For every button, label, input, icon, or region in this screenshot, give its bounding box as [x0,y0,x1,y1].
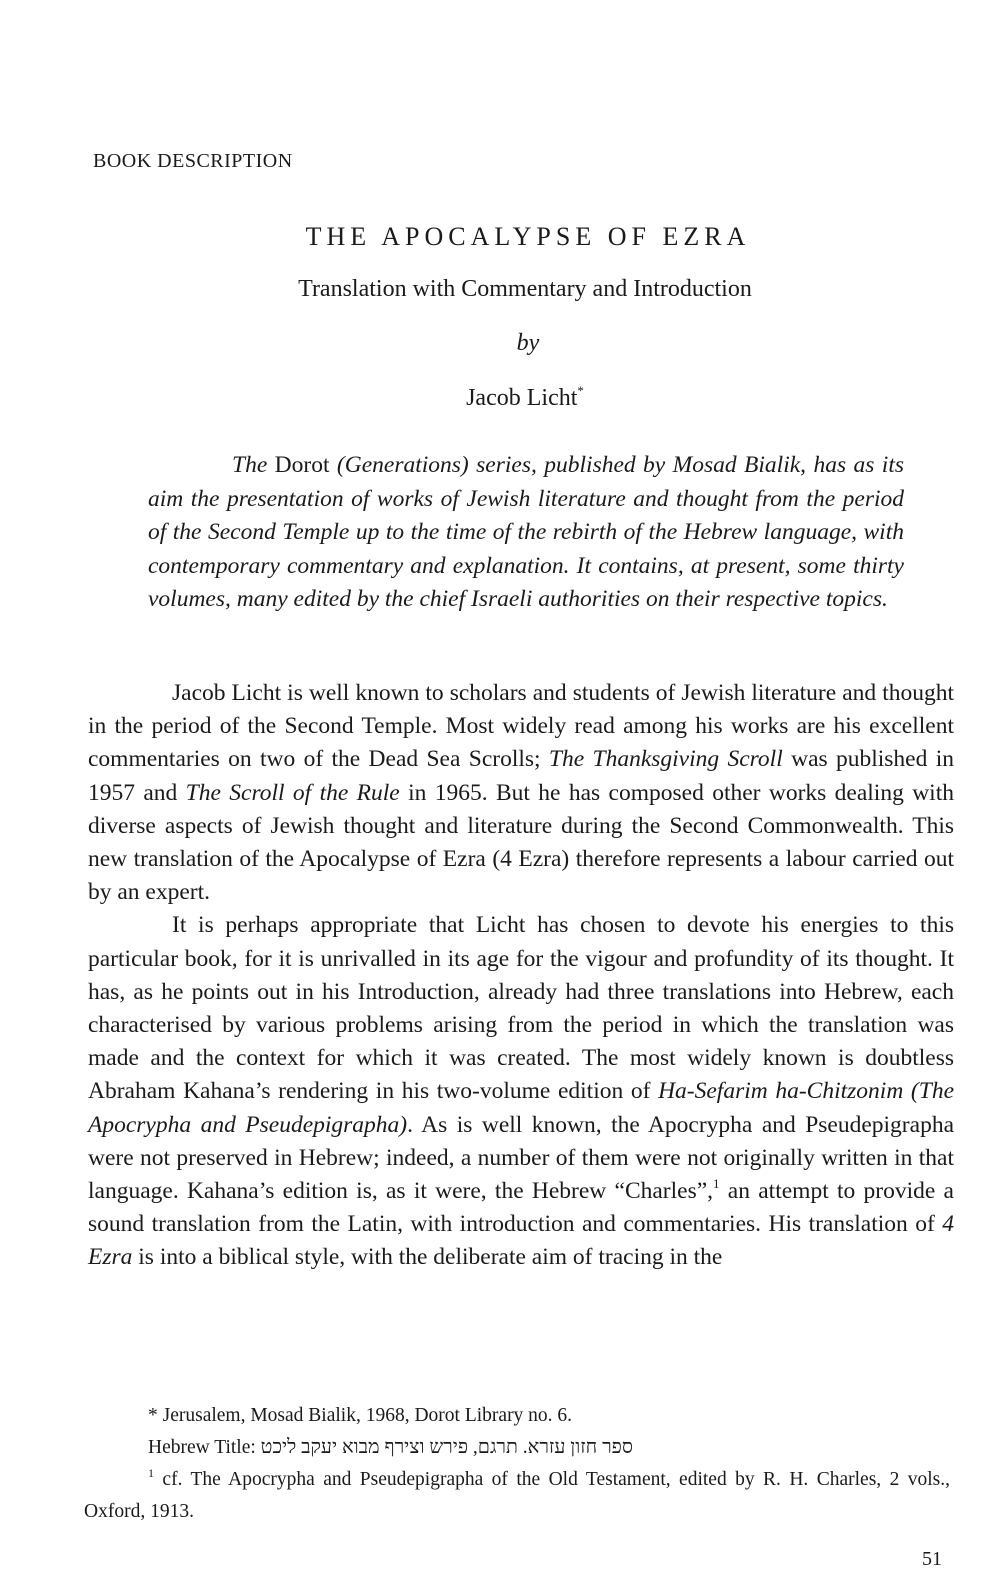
byline: by [516,330,540,356]
intro-series-name: Dorot [274,452,330,478]
footnote-star-text: Jerusalem, Mosad Bialik, 1968, Dorot Library no. 6. [162,1405,573,1426]
footnote-star-mark: * [148,1405,158,1426]
text-run: was published in 1957 and [88,746,954,806]
hebrew-title-text: ספר חזון עזרא. תרגם, פירש וצירף מבוא יעקב ליכט [260,1437,633,1458]
body-text [88,677,954,1275]
book-subtitle: Translation with Commentary and Introduction [298,276,752,302]
section-label: BOOK DESCRIPTION [93,150,293,172]
title-ha-sefarim: Ha-Sefarim ha-Chitzonim (The Apocrypha and Pseudepigrapha) [88,1078,954,1138]
footnote-1 [84,1464,950,1528]
page-number: 51 [922,1548,942,1570]
body-paragraph-2 [88,909,954,1274]
footnote-1-mark: 1 [148,1466,154,1480]
intro-segment: (Generations) series, published by Mosad Bialik, has as its aim the presentation of works of Jewish literature and thought from the period of the Second Temple up to the time of the rebirth of the Hebrew language, with contemporary commentary and explanation. It contains, at present, some thirty volumes, many edited by the chief Israeli authorities on their respective topics. [148,452,905,612]
title-4-ezra: 4 Ezra [88,1211,954,1271]
series-intro-paragraph [148,449,904,617]
author-footnote-mark: * [577,383,584,398]
footnote-star [84,1400,950,1432]
text-run: Jacob Licht is well known to scholars and students of Jewish literature and thought in the period of the Second Temple. Most widely read among his works are his excellent commentaries on two of the Dead Sea Scrolls; [88,680,954,773]
author-name: Jacob Licht [466,385,578,411]
footnote-reference-1: 1 [713,1176,720,1192]
body-paragraph-1 [88,677,954,909]
hebrew-title-label: Hebrew Title: [148,1437,256,1458]
footnote-1-text: cf. The Apocrypha and Pseudepigrapha of the Old Testament, edited by R. H. Charles, 2 vols., Oxford, 1913. [84,1469,951,1522]
author-line [0,383,1000,412]
intro-segment: The [232,452,275,478]
title-scroll-of-the-rule: The Scroll of the Rule [185,779,400,806]
text-run: . As is well known, the Apocrypha and Pseudepigrapha were not preserved in Hebrew; indeed, a number of them were not originally written in that language. Kahana’s edition is, as it were, the Hebrew “Charles”, [88,1111,954,1205]
text-run: It is perhaps appropriate that Licht has chosen to devote his energies to this particular book, for it is unrivalled in its age for the vigour and profundity of its thought. It has, as he points out in his Introduction, already had three translations into Hebrew, each characterised by various problems arising from the period in which the translation was made and the context for which it was created. The most widely known is doubtless Abraham Kahana’s rendering in his two-volume edition of [88,912,954,1105]
text-run: is into a biblical style, with the deliberate aim of tracing in the [132,1244,723,1271]
title-thanksgiving-scroll: The Thanksgiving Scroll [548,746,783,773]
text-run: in 1965. But he has composed other works dealing with diverse aspects of Jewish thought and literature during the Second Commonwealth. This new translation of the Apocalypse of Ezra (4 Ezra) therefore represents a labour carried out by an expert. [88,779,954,906]
footnote-hebrew-title [84,1432,950,1464]
book-title: THE APOCALYPSE OF EZRA [305,222,751,251]
footnotes [84,1400,950,1528]
text-run: an attempt to provide a sound translation from the Latin, with introduction and commentaries. His translation of [88,1178,954,1238]
